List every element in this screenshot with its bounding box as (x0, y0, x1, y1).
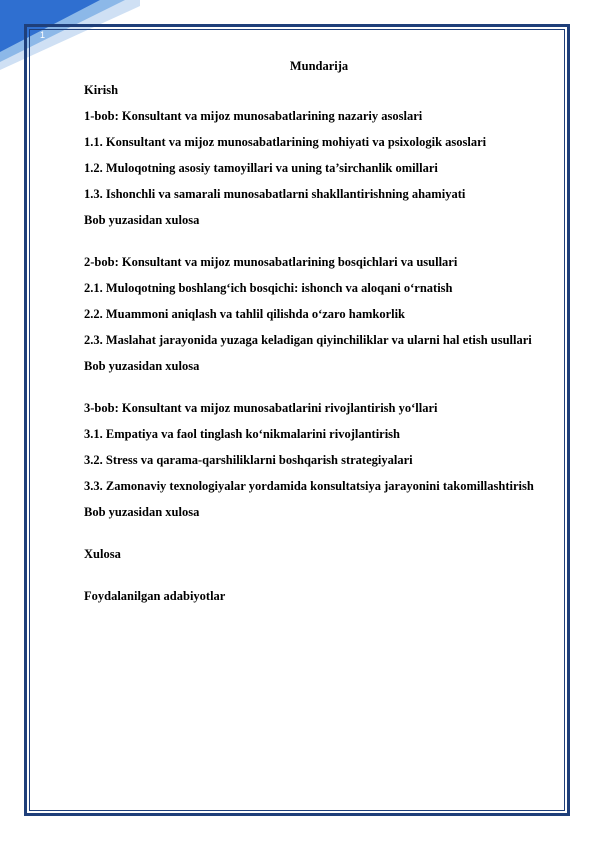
toc-entry-chapter-1-summary: Bob yuzasidan xulosa (84, 213, 200, 227)
toc-entry-chapter-2-summary: Bob yuzasidan xulosa (84, 359, 200, 373)
toc-entry-section-2-1: 2.1. Muloqotning boshlang‘ich bosqichi: ishonch va aloqani o‘rnatish (84, 281, 453, 295)
toc-entry-section-3-2: 3.2. Stress va qarama-qarshiliklarni boshqarish strategiyalari (84, 453, 413, 467)
toc-entry-section-2-3: 2.3. Maslahat jarayonida yuzaga keladigan qiyinchiliklar va ularni hal etish usullari (84, 333, 532, 347)
toc-entry-section-2-2: 2.2. Muammoni aniqlash va tahlil qilishda o‘zaro hamkorlik (84, 307, 406, 321)
toc-entry-section-1-3: 1.3. Ishonchli va samarali munosabatlarni shakllantirishning ahamiyati (84, 187, 466, 201)
toc-entry-conclusion: Xulosa (84, 547, 121, 561)
toc-entry-section-1-1: 1.1. Konsultant va mijoz munosabatlarining mohiyati va psixologik asoslari (84, 135, 487, 149)
toc-entry-section-3-3: 3.3. Zamonaviy texnologiyalar yordamida konsultatsiya jarayonini takomillashtirish (84, 479, 534, 493)
toc-entry-section-1-2: 1.2. Muloqotning asosiy tamoyillari va uning ta’sirchanlik omillari (84, 161, 438, 175)
toc-entry-references: Foydalanilgan adabiyotlar (84, 589, 226, 603)
toc-entry-chapter-3: 3-bob: Konsultant va mijoz munosabatlarini rivojlantirish yo‘llari (84, 401, 438, 415)
toc-entry-chapter-3-summary: Bob yuzasidan xulosa (84, 505, 200, 519)
toc-entry-section-3-1: 3.1. Empatiya va faol tinglash ko‘nikmalarini rivojlantirish (84, 427, 401, 441)
toc-entry-chapter-1: 1-bob: Konsultant va mijoz munosabatlarining nazariy asoslari (84, 109, 423, 123)
table-of-contents (84, 58, 544, 614)
toc-title: Mundarija (289, 59, 349, 73)
page-number: 1 (40, 30, 46, 40)
toc-entry-introduction: Kirish (84, 83, 119, 97)
toc-entry-chapter-2: 2-bob: Konsultant va mijoz munosabatlarining bosqichlari va usullari (84, 255, 458, 269)
toc-list (84, 82, 544, 604)
